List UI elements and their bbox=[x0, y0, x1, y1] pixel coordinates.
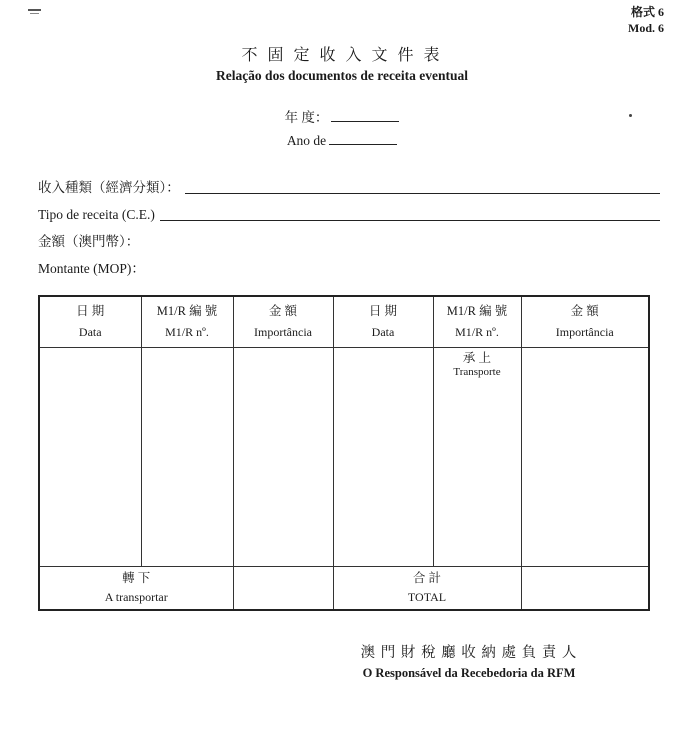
body-cell-date-2 bbox=[333, 348, 433, 567]
carry-in-label-pt: Transporte bbox=[453, 366, 501, 378]
carry-in-label-zh: 承 上 bbox=[462, 351, 492, 365]
body-cell-m1r-1 bbox=[141, 348, 233, 567]
signature-block bbox=[316, 641, 622, 681]
signature-title-pt: O Responsável da Recebedoria da RFM bbox=[362, 666, 576, 680]
col-header-date-1: 日 期 Data bbox=[39, 296, 141, 348]
revenue-type-label-zh: 收入種類（經濟分類）： bbox=[38, 180, 180, 195]
footer-cell-total bbox=[333, 567, 521, 611]
form-code-pt: Mod. 6 bbox=[628, 20, 664, 35]
col-header-amount-2: 金 額 Importância bbox=[521, 296, 649, 348]
amount-label-pt: Montante (MOP)： bbox=[38, 261, 145, 276]
footer-cell-total-amount bbox=[521, 567, 649, 611]
total-label-pt: TOTAL bbox=[407, 590, 447, 605]
amount-label-zh: 金額（澳門幣）： bbox=[38, 234, 140, 249]
year-line-zh bbox=[0, 106, 684, 129]
field-revenue-type-zh bbox=[38, 178, 660, 197]
col-header-m1r-1: M1/R 編 號 M1/R nº. bbox=[141, 296, 233, 348]
form-code bbox=[628, 5, 664, 36]
revenue-type-label-pt: Tipo de receita (C.E.) bbox=[38, 207, 155, 222]
form-title-zh: 不 固 定 收 入 文 件 表 bbox=[241, 47, 443, 64]
footer-cell-carry-out bbox=[39, 567, 233, 611]
field-amount-zh bbox=[38, 232, 660, 251]
total-label-zh: 合 計 bbox=[412, 571, 442, 586]
revenue-type-field-pt[interactable] bbox=[160, 206, 660, 221]
body-cell-amount-2 bbox=[521, 348, 649, 567]
scan-artifact-mark bbox=[28, 9, 41, 11]
col-header-m1r-2: M1/R 編 號 M1/R nº. bbox=[433, 296, 521, 348]
field-revenue-type-pt bbox=[38, 205, 660, 224]
footer-cell-carry-amount bbox=[233, 567, 333, 611]
signature-title-zh: 澳 門 財 稅 廳 收 納 處 負 責 人 bbox=[360, 645, 578, 661]
year-label-zh: 年 度： bbox=[284, 110, 329, 125]
receipts-table bbox=[38, 295, 650, 611]
col-header-amount-1: 金 額 Importância bbox=[233, 296, 333, 348]
form-fields bbox=[38, 178, 660, 286]
body-cell-carry-in bbox=[433, 348, 521, 567]
revenue-type-field-zh[interactable] bbox=[185, 179, 660, 194]
year-label-pt: Ano de bbox=[286, 133, 327, 148]
year-field-zh[interactable] bbox=[331, 108, 399, 122]
year-line-pt bbox=[0, 129, 684, 152]
form-title-pt: Relação dos documentos de receita eventual bbox=[215, 68, 469, 83]
col-header-date-2: 日 期 Data bbox=[333, 296, 433, 348]
carry-out-label-zh: 轉 下 bbox=[122, 571, 151, 586]
year-block bbox=[0, 106, 684, 152]
carry-out-label-pt: A transportar bbox=[104, 590, 168, 605]
body-cell-amount-1 bbox=[233, 348, 333, 567]
form-code-zh: 格式 6 bbox=[630, 5, 664, 19]
table-header-row bbox=[39, 296, 649, 348]
year-field-pt[interactable] bbox=[329, 131, 397, 145]
table-body-row bbox=[39, 348, 649, 567]
table-footer-row bbox=[39, 567, 649, 611]
field-amount-pt bbox=[38, 259, 660, 278]
body-cell-date-1 bbox=[39, 348, 141, 567]
